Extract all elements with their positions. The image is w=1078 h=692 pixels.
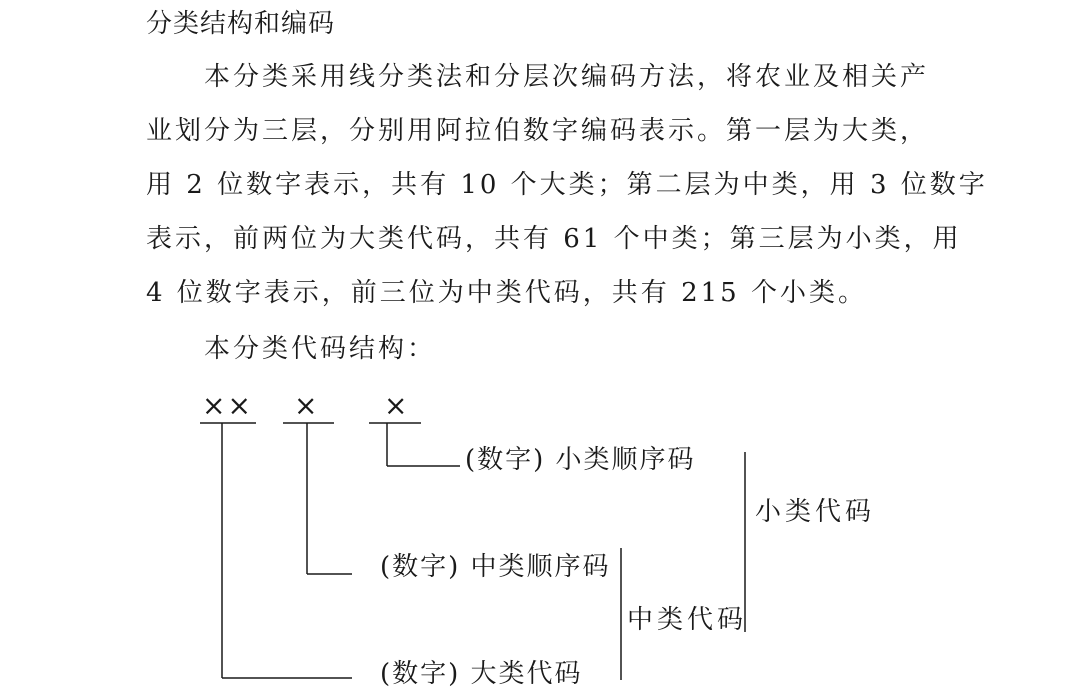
paragraph-line: 4 位数字表示，前三位为中类代码，共有 215 个小类。 <box>146 278 867 308</box>
medium-digit-mark: × <box>294 389 320 422</box>
medium-code-bracket-label: 中类代码 <box>627 605 748 635</box>
small-digit-mark: × <box>384 389 410 422</box>
paragraph-line: 业划分为三层，分别用阿拉伯数字编码表示。第一层为大类， <box>146 116 930 146</box>
small-code-bracket-label: 小类代码 <box>755 497 876 527</box>
paragraph-line: 表示，前两位为大类代码，共有 61 个中类；第三层为小类，用 <box>146 224 962 254</box>
medium-order-label: (数字) 中类顺序码 <box>380 552 611 582</box>
structure-intro: 本分类代码结构： <box>204 334 437 364</box>
paragraph-line: 用 2 位数字表示，共有 10 个大类；第二层为中类，用 3 位数字 <box>146 170 988 200</box>
paragraph-line: 本分类采用线分类法和分层次编码方法，将农业及相关产 <box>204 62 930 92</box>
large-code-label: (数字) 大类代码 <box>380 659 583 689</box>
large-digits-mark: ×× <box>202 389 253 422</box>
section-heading: 分类结构和编码 <box>146 9 336 39</box>
small-order-label: (数字) 小类顺序码 <box>465 445 696 475</box>
